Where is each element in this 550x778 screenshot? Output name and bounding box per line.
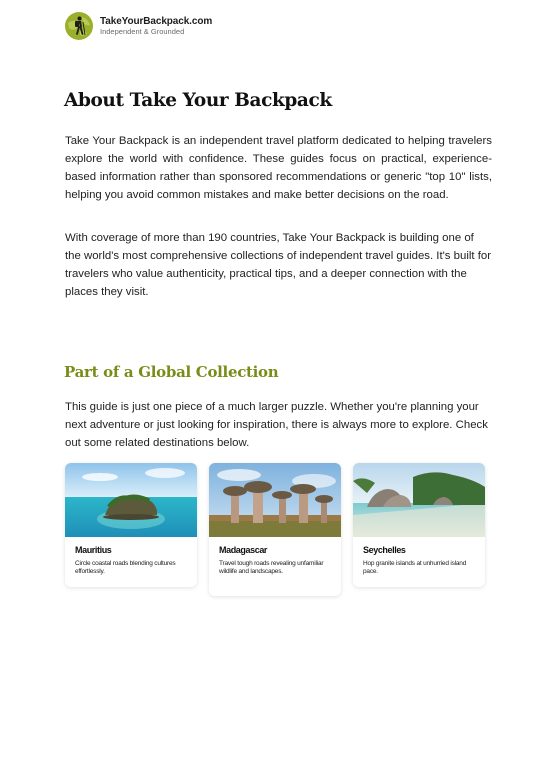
about-paragraph-1: Take Your Backpack is an independent travel platform dedicated to helping travelers explore the world with confidence. These guides focus on practical, experience-based information rather than sponsored recommendations or generic "top 10" lists, helping you avoid common mistakes and make better decisions on the road. (65, 135, 492, 201)
brand-tagline: Independent & Grounded (100, 26, 185, 36)
about-paragraph-2: With coverage of more than 190 countries, Take Your Backpack is building one of the world's most comprehensive collections of independent travel guides. It's built for travelers who value authenticity, practical tips, and a deeper connection with the places they visit. (65, 232, 492, 298)
card-title[interactable]: Mauritius (75, 545, 112, 555)
card-description: Travel tough roads revealing unfamiliar wildlife and landscapes. (219, 560, 324, 575)
collection-title: Part of a Global Collection (64, 363, 279, 381)
collection-paragraph: This guide is just one piece of a much larger puzzle. Whether you're planning your next adventure or just looking for inspiration, there is always more to explore. Check out some related destinations below. (65, 401, 488, 449)
seychelles-photo (353, 463, 485, 537)
destination-card-madagascar[interactable] (209, 463, 341, 596)
card-title[interactable]: Madagascar (219, 545, 268, 555)
brand-block (100, 17, 212, 36)
destination-card-seychelles[interactable] (353, 463, 485, 587)
about-title: About Take Your Backpack (64, 90, 332, 111)
mauritius-photo (65, 463, 197, 537)
backpacker-logo-icon[interactable] (64, 11, 94, 41)
card-title[interactable]: Seychelles (363, 545, 406, 555)
destination-card-mauritius[interactable] (65, 463, 197, 587)
madagascar-photo (209, 463, 341, 537)
card-description: Circle coastal roads blending cultures effortlessly. (75, 560, 176, 575)
brand-name[interactable]: TakeYourBackpack.com (100, 15, 213, 27)
card-description: Hop granite islands at unhurried island pace. (363, 560, 467, 575)
site-header (64, 11, 212, 41)
